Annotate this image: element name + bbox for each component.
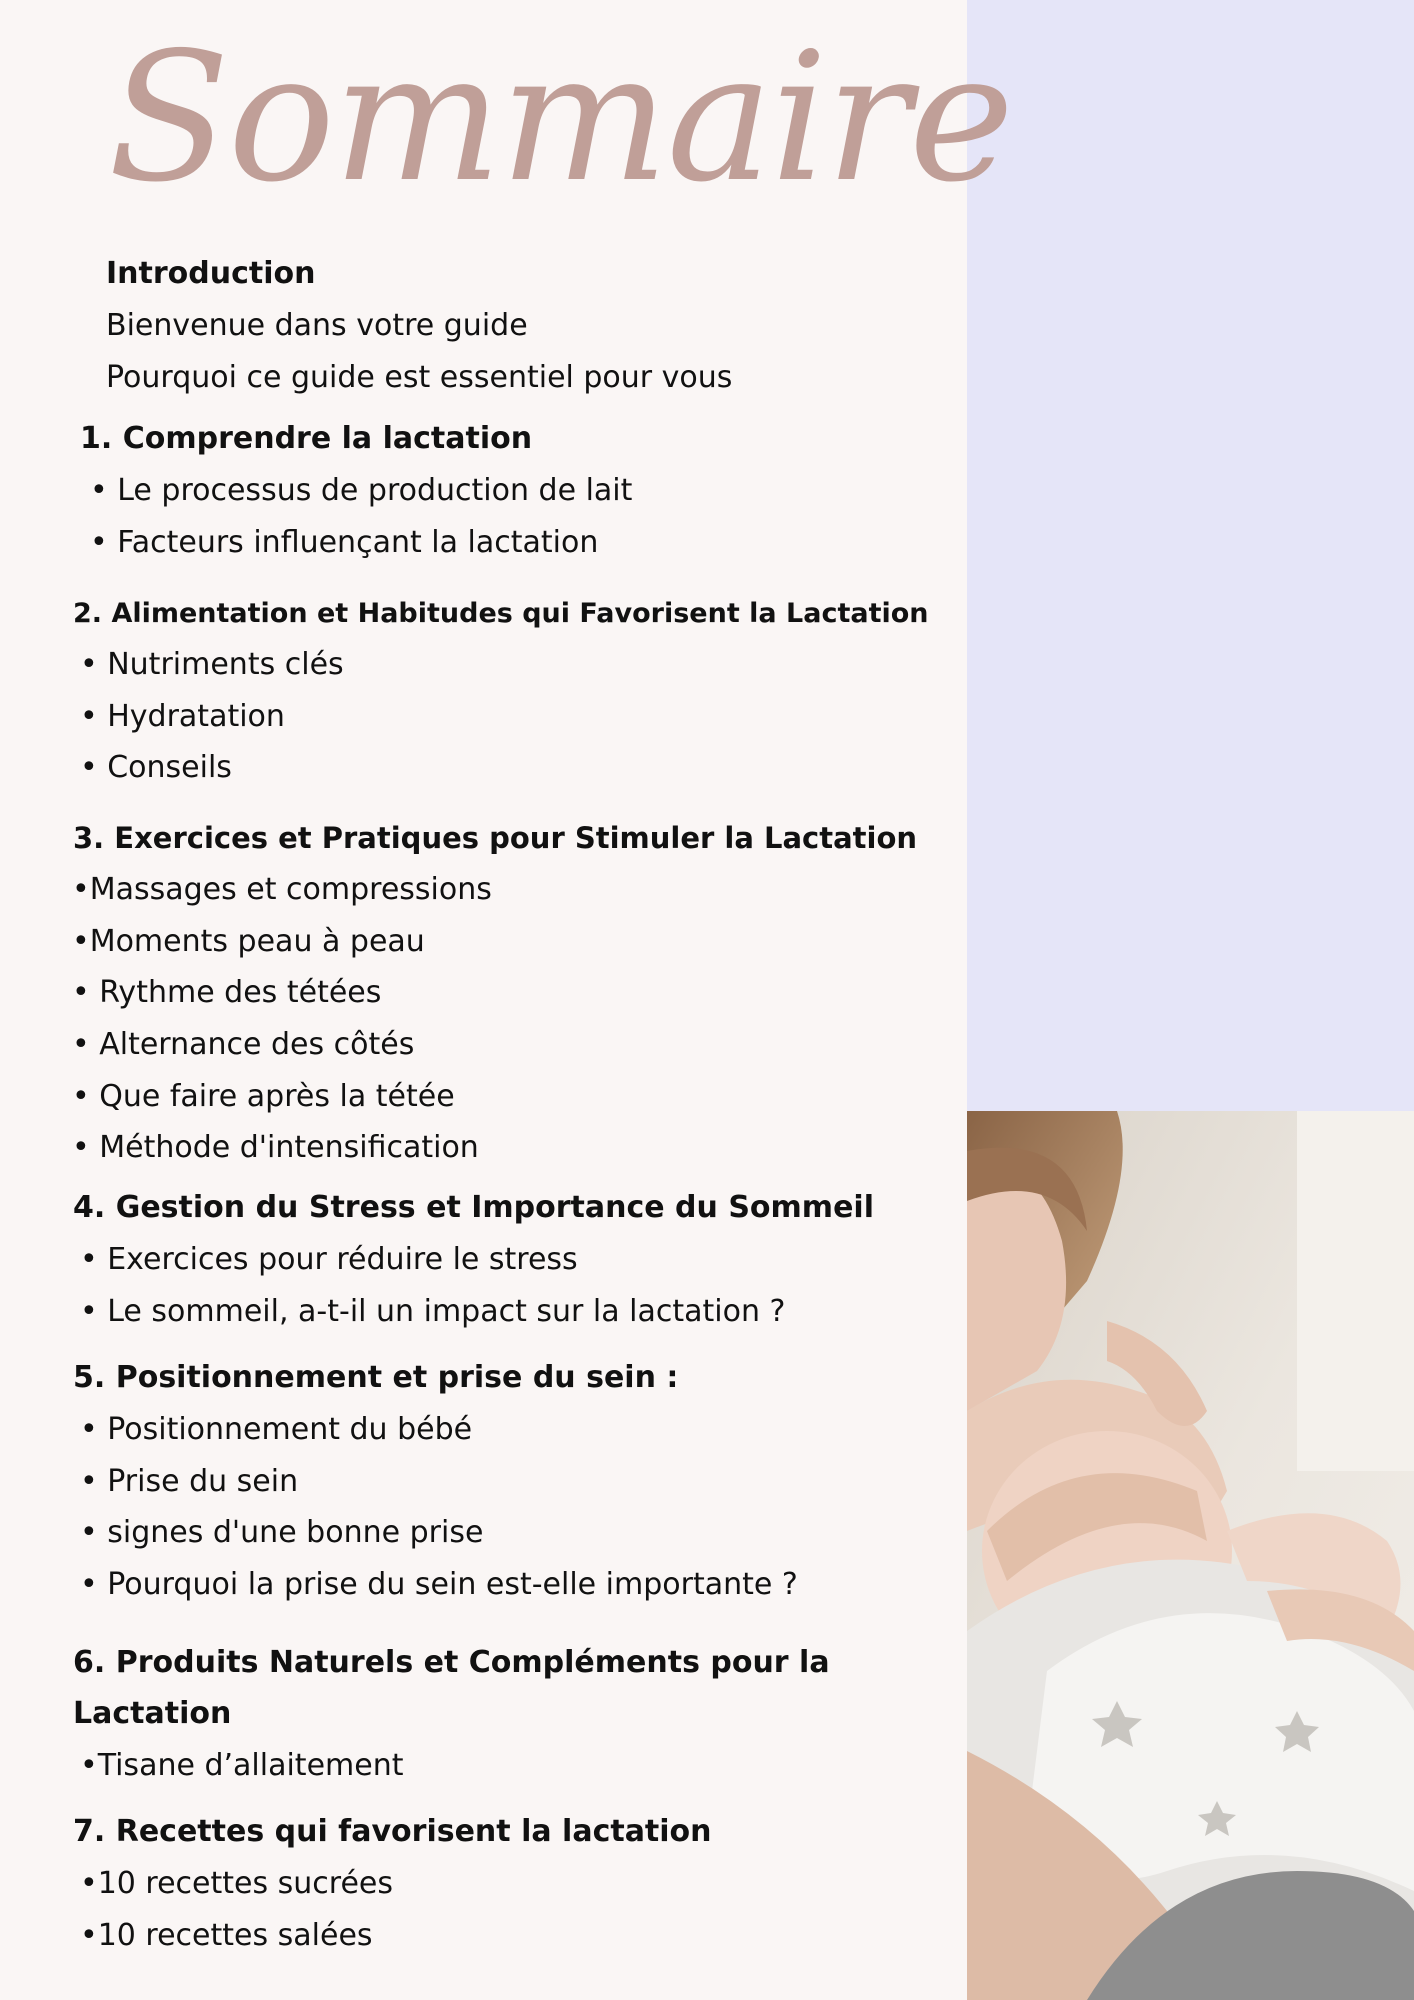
- toc-heading-section-6-continued: Lactation: [73, 1696, 232, 1731]
- toc-heading-section-2: 2. Alimentation et Habitudes qui Favorisent la Lactation: [73, 598, 929, 629]
- mother-baby-photo: [967, 1111, 1414, 2000]
- toc-item: • Pourquoi la prise du sein est-elle importante ?: [80, 1567, 798, 1602]
- toc-item: • Alternance des côtés: [72, 1027, 415, 1062]
- toc-item: •Moments peau à peau: [72, 924, 425, 959]
- toc-heading-section-3: 3. Exercices et Pratiques pour Stimuler la Lactation: [73, 821, 918, 855]
- toc-heading-section-6: 6. Produits Naturels et Compléments pour la: [73, 1645, 830, 1680]
- toc-heading-section-1: 1. Comprendre la lactation: [80, 421, 533, 456]
- toc-item: •Massages et compressions: [72, 872, 492, 907]
- toc-item: • Le sommeil, a-t-il un impact sur la lactation ?: [80, 1294, 786, 1329]
- mother-and-baby-photo-icon: [967, 1111, 1414, 2000]
- toc-item: • Exercices pour réduire le stress: [80, 1242, 578, 1277]
- toc-item: • Hydratation: [80, 699, 285, 734]
- page-title: Sommaire: [108, 14, 1013, 221]
- toc-item: • Conseils: [80, 750, 232, 785]
- toc-item: • signes d'une bonne prise: [80, 1515, 484, 1550]
- lavender-side-panel: [967, 0, 1414, 1111]
- toc-item: • Nutriments clés: [80, 647, 344, 682]
- toc-item: •Tisane d’allaitement: [80, 1748, 404, 1783]
- toc-item: • Rythme des tétées: [72, 975, 382, 1010]
- toc-item: •10 recettes salées: [80, 1918, 373, 1953]
- toc-item: • Positionnement du bébé: [80, 1412, 473, 1447]
- toc-item: •10 recettes sucrées: [80, 1866, 393, 1901]
- toc-heading-section-7: 7. Recettes qui favorisent la lactation: [73, 1814, 712, 1849]
- toc-item: Pourquoi ce guide est essentiel pour vous: [106, 360, 733, 395]
- toc-item: • Prise du sein: [80, 1464, 299, 1499]
- toc-item: • Le processus de production de lait: [90, 473, 633, 508]
- toc-heading-section-5: 5. Positionnement et prise du sein :: [73, 1360, 679, 1395]
- toc-item: • Facteurs influençant la lactation: [90, 525, 599, 560]
- toc-heading-section-4: 4. Gestion du Stress et Importance du Sommeil: [73, 1190, 874, 1225]
- toc-item: • Que faire après la tétée: [72, 1079, 455, 1114]
- toc-item: • Méthode d'intensification: [72, 1130, 479, 1165]
- toc-item: Bienvenue dans votre guide: [106, 308, 528, 343]
- toc-heading-introduction: Introduction: [106, 256, 316, 291]
